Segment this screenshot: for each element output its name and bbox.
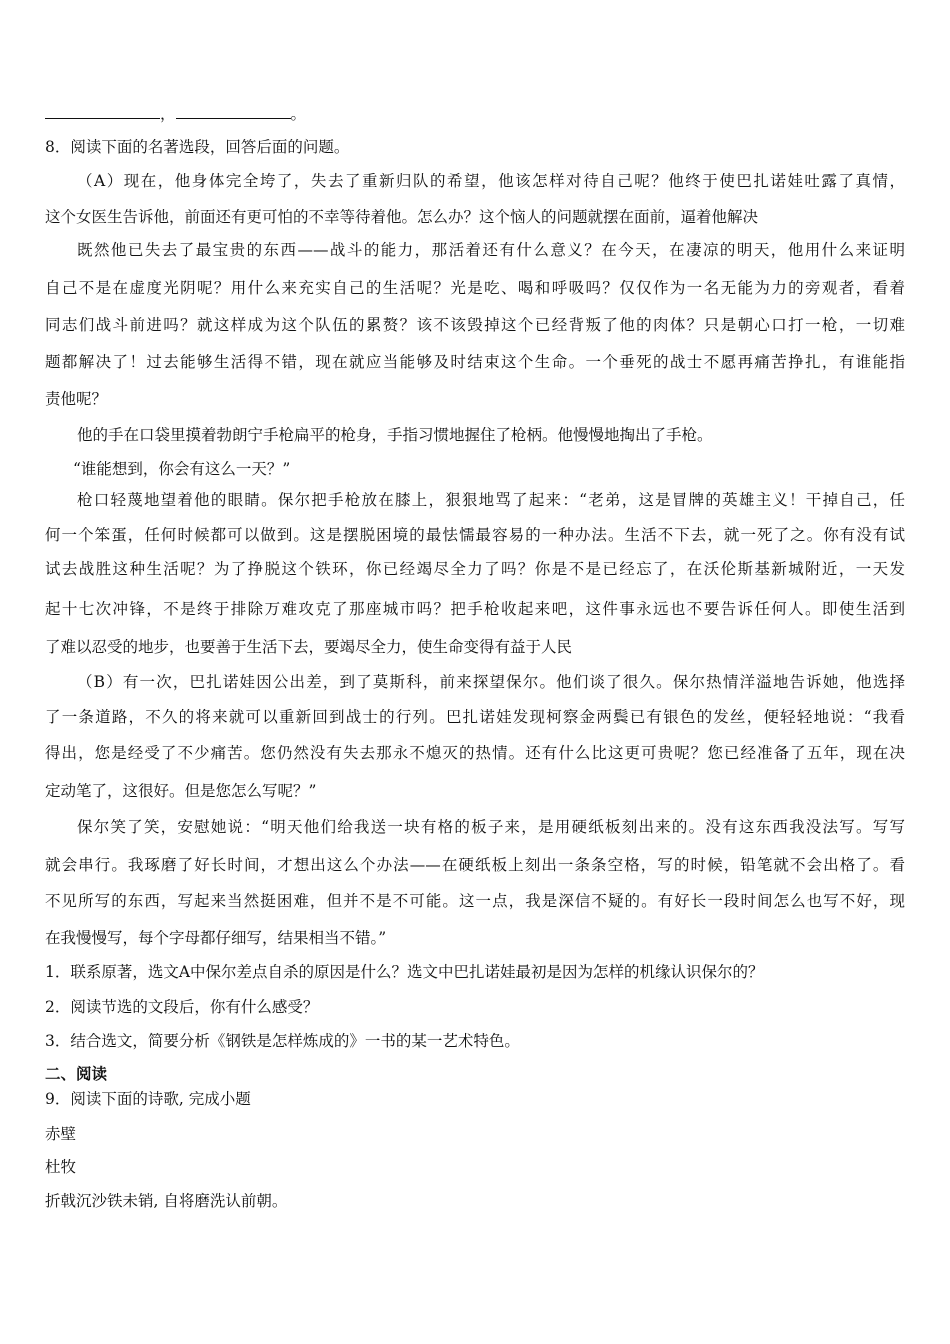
passage-line: （B）有一次，巴扎诺娃因公出差，到了莫斯科，前来探望保尔。他们谈了很久。保尔热情洋溢地告诉她，他选择 (77, 673, 905, 691)
comma: ， (160, 105, 176, 123)
passage-line: （A）现在，他身体完全垮了，失去了重新归队的希望，他该怎样对待自己呢？他终于使巴扎诺娃吐露了真情， (77, 172, 905, 190)
question-8-3: 3．结合选文，简要分析《钢铁是怎样炼成的》一书的某一艺术特色。 (45, 1032, 520, 1050)
passage-line: 他的手在口袋里摸着勃朗宁手枪扁平的枪身，手指习惯地握住了枪柄。他慢慢地掏出了手枪。 (77, 426, 713, 444)
period: 。 (290, 105, 307, 123)
passage-line: 枪口轻蔑地望着他的眼睛。保尔把手枪放在膝上，狠狠地骂了起来：“老弟，这是冒牌的英雄主义！干掉自己，任 (77, 491, 905, 509)
passage-line: “谁能想到，你会有这么一天？” (73, 460, 291, 478)
poem-title: 赤壁 (45, 1125, 77, 1143)
question-8-2: 2．阅读节选的文段后，你有什么感受？ (45, 998, 319, 1016)
question-9-title: 9．阅读下面的诗歌, 完成小题 (45, 1090, 251, 1108)
passage-line: 责他呢？ (45, 390, 108, 408)
passage-line: 既然他已失去了最宝贵的东西——战斗的能力，那活着还有什么意义？在今天，在凄凉的明天，他用什么来证明 (77, 241, 905, 259)
passage-line: 保尔笑了笑，安慰她说：“明天他们给我送一块有格的板子来，是用硬纸板刻出来的。没有这东西我没法写。写写 (77, 818, 905, 836)
passage-line: 自己不是在虚度光阴呢？用什么来充实自己的生活呢？光是吃、喝和呼吸吗？仅仅作为一名无能为力的旁观者，看着 (45, 279, 905, 297)
answer-blanks (45, 104, 905, 124)
question-8-title: 8．阅读下面的名著选段，回答后面的问题。 (45, 138, 350, 156)
answer-blank-1[interactable] (45, 104, 160, 119)
passage-line: 起十七次冲锋，不是终于排除万难攻克了那座城市吗？把手枪收起来吧，这件事永远也不要告诉任何人。即使生活到 (45, 600, 905, 618)
passage-line: 同志们战斗前进吗？就这样成为这个队伍的累赘？该不该毁掉这个已经背叛了他的肉体？只是朝心口打一枪，一切难 (45, 316, 905, 334)
section-heading: 二、阅读 (45, 1064, 108, 1083)
passage-line: 题都解决了！过去能够生活得不错，现在就应当能够及时结束这个生命。一个垂死的战士不愿再痛苦挣扎，有谁能指 (45, 353, 905, 371)
passage-line: 了一条道路，不久的将来就可以重新回到战士的行列。巴扎诺娃发现柯察金两鬓已有银色的发丝，便轻轻地说：“我看 (45, 708, 905, 726)
passage-line: 这个女医生告诉他，前面还有更可怕的不幸等待着他。怎么办？这个恼人的问题就摆在面前，逼着他解决 (45, 208, 759, 226)
passage-line: 就会串行。我琢磨了好长时间，才想出这么个办法——在硬纸板上刻出一条条空格，写的时候，铅笔就不会出格了。看 (45, 856, 905, 874)
passage-line: 定动笔了，这很好。但是您怎么写呢？” (45, 782, 317, 800)
passage-line: 了难以忍受的地步，也要善于生活下去，要竭尽全力，使生命变得有益于人民 (45, 638, 573, 656)
question-8-1: 1．联系原著，选文A中保尔差点自杀的原因是什么？选文中巴扎诺娃最初是因为怎样的机缘认识保尔的？ (45, 963, 764, 981)
passage-line: 得出，您是经受了不少痛苦。您仍然没有失去那永不熄灭的热情。还有什么比这更可贵呢？您已经准备了五年，现在决 (45, 744, 905, 762)
answer-blank-2[interactable] (176, 104, 291, 119)
poem-author: 杜牧 (45, 1158, 77, 1176)
passage-line: 在我慢慢写，每个字母都仔细写，结果相当不错。” (45, 929, 387, 947)
passage-line: 何一个笨蛋，任何时候都可以做到。这是摆脱困境的最怯懦最容易的一种办法。生活不下去，就一死了之。你有没有试 (45, 526, 905, 544)
passage-line: 不见所写的东西，写起来当然挺困难，但并不是不可能。这一点，我是深信不疑的。有好长一段时间怎么也写不好，现 (45, 892, 905, 910)
poem-line-1: 折戟沉沙铁未销, 自将磨洗认前朝。 (45, 1192, 288, 1210)
passage-line: 试去战胜这种生活呢？为了挣脱这个铁环，你已经竭尽全力了吗？你是不是已经忘了，在沃伦斯基新城附近，一天发 (45, 560, 905, 578)
